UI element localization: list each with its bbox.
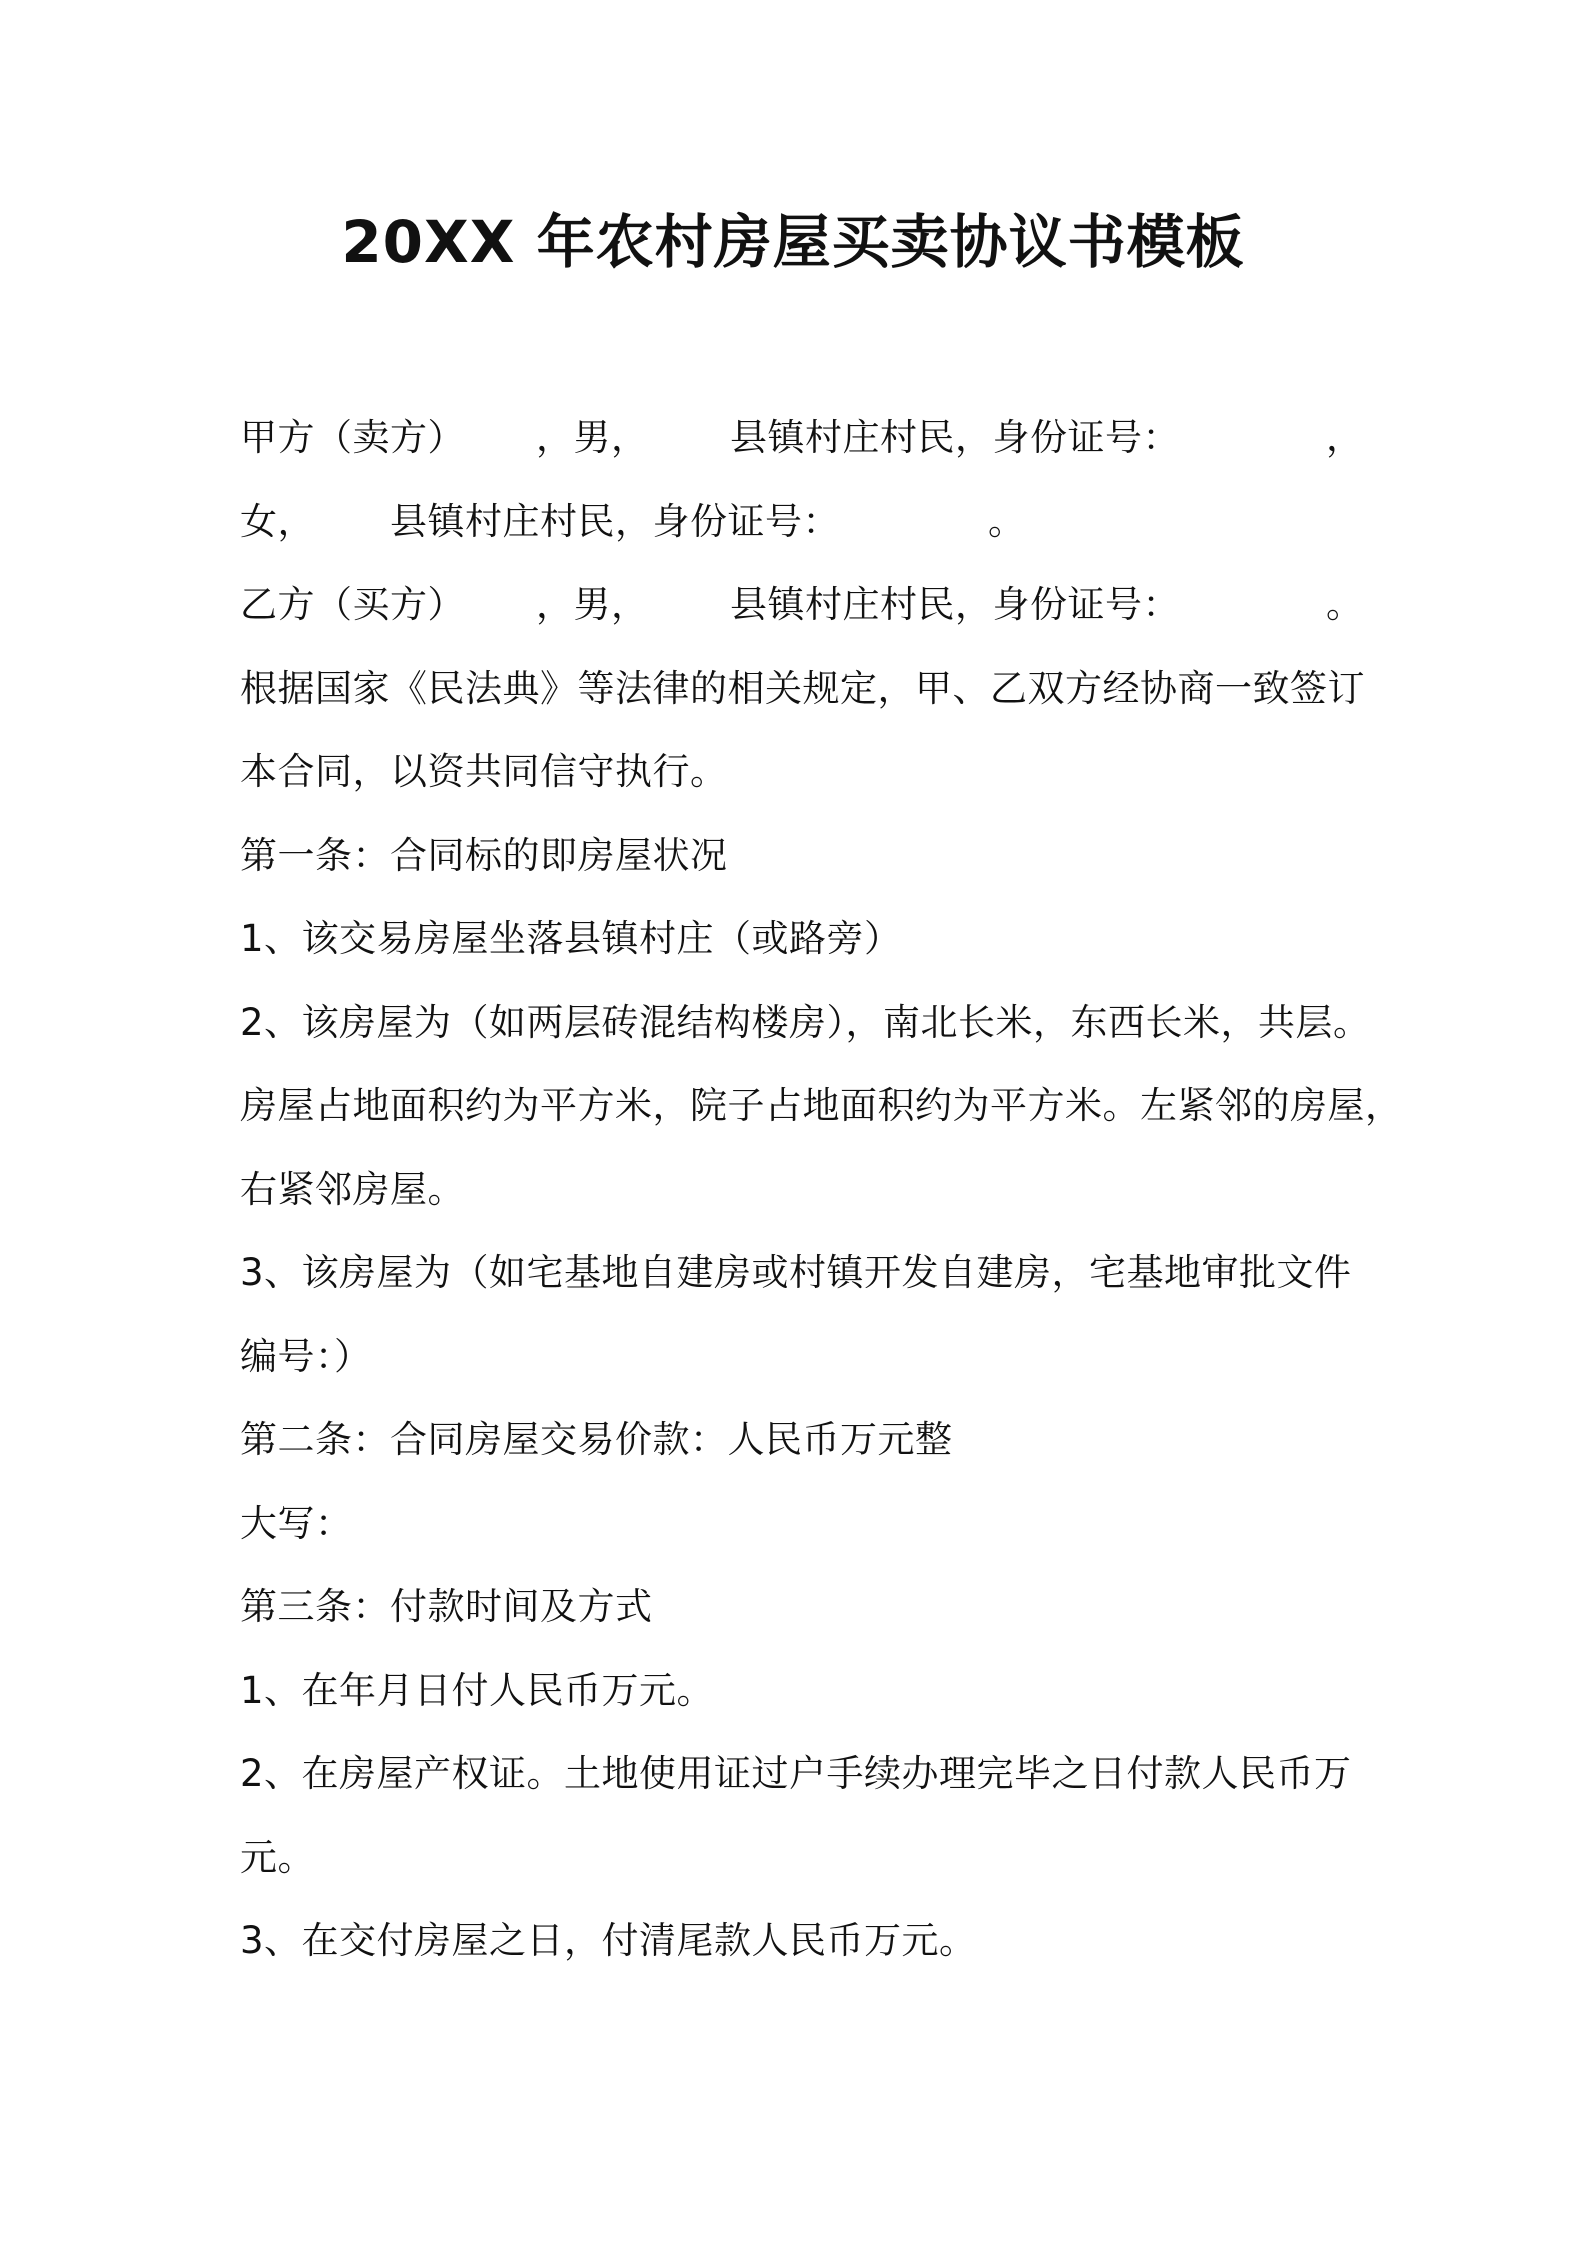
body-line: 1、在年月日付人民币万元。 [240,1669,715,1712]
body-line: 本合同，以资共同信守执行。 [240,750,728,793]
body-line: 3、在交付房屋之日，付清尾款人民币万元。 [240,1919,977,1962]
article-2-heading: 第二条：合同房屋交易价款：人民币万元整 [240,1418,953,1461]
party-b-gender: ，男， [536,583,649,626]
article-3-heading: 第三条：付款时间及方式 [240,1585,653,1628]
party-b-residence: 县镇村庄村民，身份证号： [730,583,1180,626]
body-line: 根据国家《民法典》等法律的相关规定，甲、乙双方经协商一致签订 [240,667,1365,710]
body-line: 3、该房屋为（如宅基地自建房或村镇开发自建房，宅基地审批文件 [240,1251,1352,1294]
body-line: 房屋占地面积约为平方米，院子占地面积约为平方米。左紧邻的房屋， [240,1084,1403,1127]
party-a-line-2 [240,492,1350,552]
body-line: 2、该房屋为（如两层砖混结构楼房），南北长米，东西长米，共层。 [240,1001,1371,1044]
body-line: 元。 [240,1836,315,1879]
party-a-label: 甲方（卖方） [240,416,465,459]
body-line: 1、该交易房屋坐落县镇村庄（或路旁） [240,917,902,960]
party-b-line [240,575,1364,635]
party-a-gender: ，男， [536,416,649,459]
party-a-end-comma: ， [1326,416,1364,459]
party-a-spouse-gender: 女， [240,500,315,543]
body-line: 右紧邻房屋。 [240,1168,465,1211]
party-a-residence: 县镇村庄村民，身份证号： [730,416,1180,459]
document-title: 20XX 年农村房屋买卖协议书模板 [341,208,1245,276]
body-line: 2、在房屋产权证。土地使用证过户手续办理完毕之日付款人民币万 [240,1752,1352,1795]
party-a-spouse-end: 。 [988,500,1026,543]
party-b-label: 乙方（买方） [240,583,465,626]
body-line: 大写： [240,1502,353,1545]
party-a-line-1 [240,408,1364,468]
body-line: 编号：） [240,1335,372,1378]
party-b-end: 。 [1326,583,1364,626]
party-a-spouse-residence: 县镇村庄村民，身份证号： [390,500,840,543]
article-1-heading: 第一条：合同标的即房屋状况 [240,834,728,877]
